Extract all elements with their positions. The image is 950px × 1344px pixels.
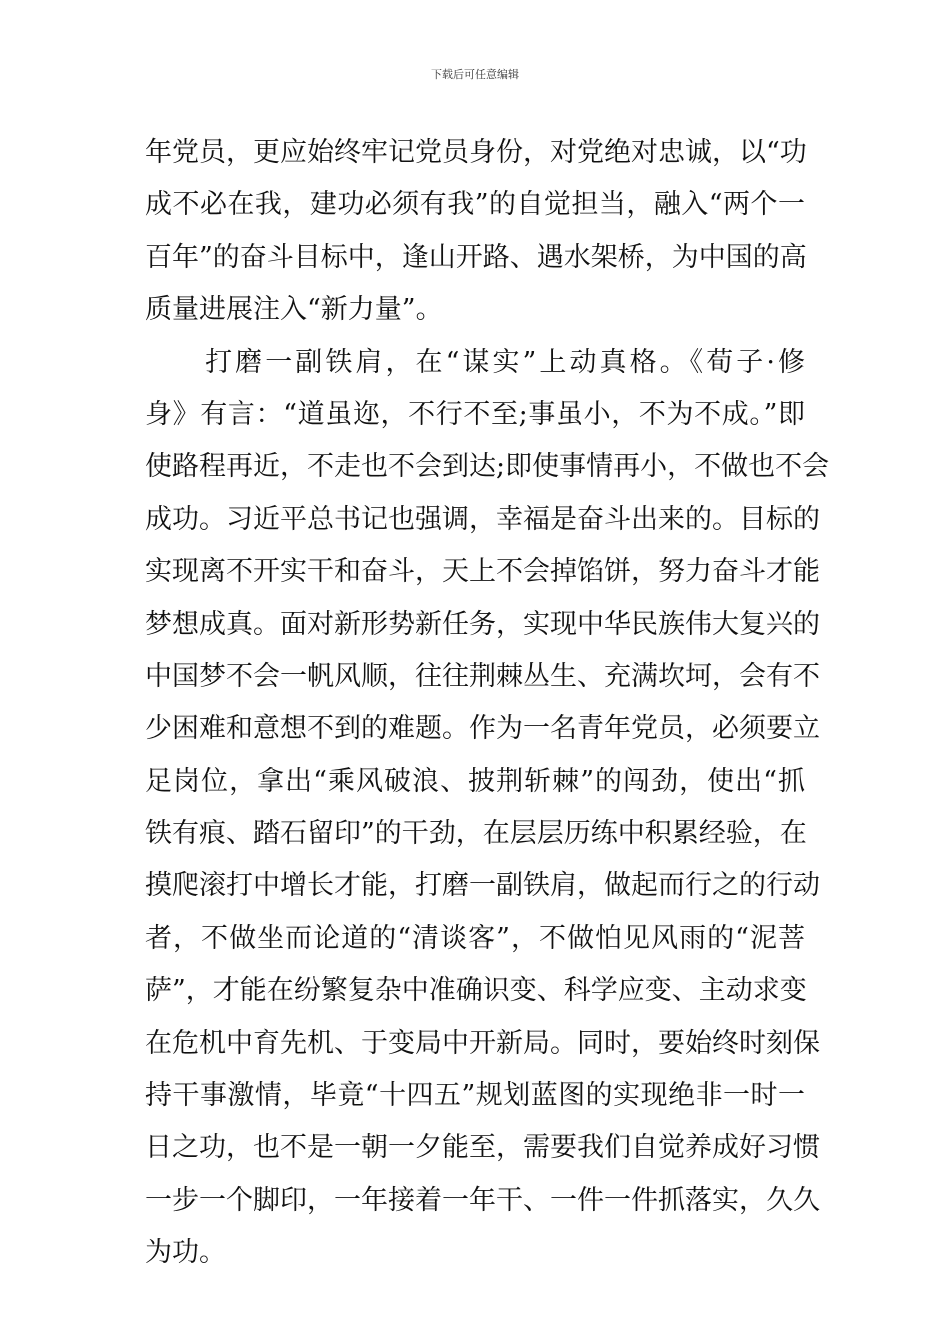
text-line: 摸爬滚打中增长才能，打磨一副铁肩，做起而行之的行动	[145, 870, 820, 902]
text-line: 使路程再近，不走也不会到达;即使事情再小，不做也不会	[145, 451, 830, 483]
text-line: 足岗位，拿出“乘风破浪、披荆斩棘”的闯劲，使出“抓	[145, 765, 805, 797]
text-line: 百年”的奋斗目标中，逢山开路、遇水架桥，为中国的高	[145, 241, 807, 273]
text-line: 为功。	[145, 1237, 226, 1269]
text-line: 梦想成真。面对新形势新任务，实现中华民族伟大复兴的	[145, 608, 820, 640]
text-line: 打磨一副铁肩，在“谋实”上动真格。《荀子·修	[145, 346, 805, 378]
text-line: 萨”，才能在纷繁复杂中准确识变、科学应变、主动求变	[145, 975, 807, 1007]
text-line: 持干事激情，毕竟“十四五”规划蓝图的实现绝非一时一	[145, 1080, 805, 1112]
text-line: 一步一个脚印，一年接着一年干、一件一件抓落实，久久	[145, 1184, 820, 1216]
text-line: 成不必在我，建功必须有我”的自觉担当，融入“两个一	[145, 189, 805, 221]
text-line: 中国梦不会一帆风顺，往往荆棘丛生、充满坎坷，会有不	[145, 660, 820, 692]
text-line: 铁有痕、踏石留印”的干劲，在层层历练中积累经验，在	[145, 818, 807, 850]
text-line: 在危机中育先机、于变局中开新局。同时，要始终时刻保	[145, 1027, 820, 1059]
text-line: 少困难和意想不到的难题。作为一名青年党员，必须要立	[145, 713, 820, 745]
body-text	[145, 127, 830, 1280]
page-header: 下载后可任意编辑	[431, 68, 519, 81]
text-line: 质量进展注入“新力量”。	[145, 294, 443, 326]
text-line: 者，不做坐而论道的“清谈客”，不做怕见风雨的“泥菩	[145, 922, 805, 954]
text-line: 成功。习近平总书记也强调，幸福是奋斗出来的。目标的	[145, 503, 820, 535]
text-line: 年党员，更应始终牢记党员身份，对党绝对忠诚，以“功	[145, 137, 807, 168]
text-line: 身》有言：“道虽迩，不行不至;事虽小，不为不成。”即	[145, 398, 805, 430]
text-line: 实现离不开实干和奋斗，天上不会掉馅饼，努力奋斗才能	[145, 556, 820, 588]
text-line: 日之功，也不是一朝一夕能至，需要我们自觉养成好习惯	[145, 1132, 820, 1164]
